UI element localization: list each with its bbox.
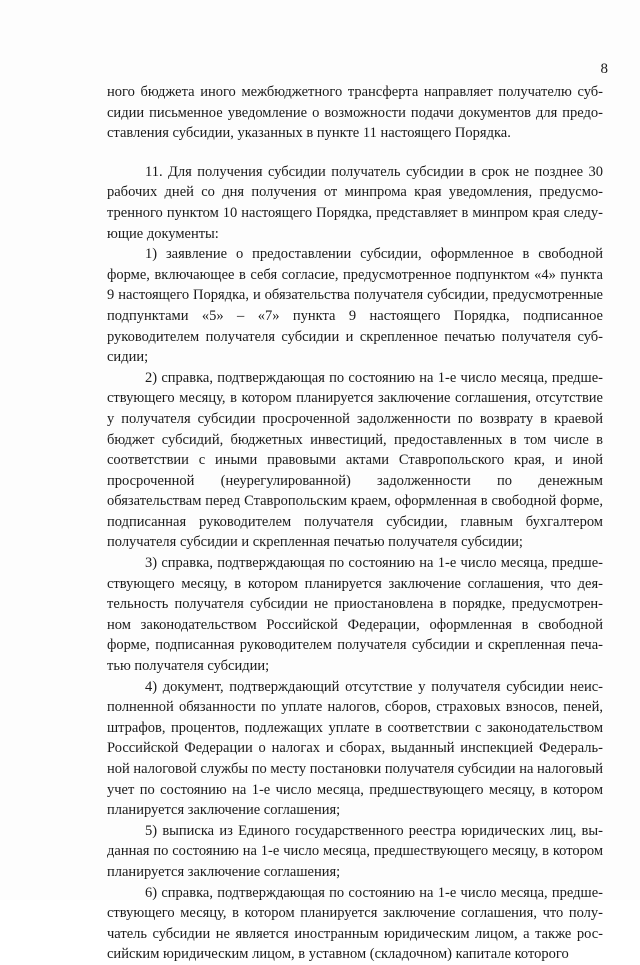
paragraph-item-11: 11. Для получения субсидии получатель субсидии в срок не позднее 30 рабочих дней со дня получения от минпрома края уведомления, предусмотренного пунктом 10 настоящего Порядка, представляет в минпром края следующие документы: — [107, 163, 603, 242]
paragraph-continuation: ного бюджета иного межбюджетного трансферта направляет получателю субсидии письменное уведомление о возможности подачи документов для предоставления субсидии, указанных в пункте 11 настоящего Порядка. — [107, 84, 603, 142]
document-body — [107, 82, 603, 965]
list-item-1: 1) заявление о предоставлении субсидии, оформленное в свободной форме, включающее в себя согласие, предусмотренное подпунктом «4» пункта 9 настоящего Порядка, и обязательства получателя субсидии, предусмотренные подпунктами «5» – «7» пункта 9 настоящего Порядка, подписанное руководителем получателя субсидии и скрепленное печатью получателя субсидии; — [107, 246, 603, 366]
list-item-6: 6) справка, подтверждающая по состоянию на 1-е число месяца, предшествующего месяцу, в котором планируется заключение соглашения, что получатель субсидии не является иностранным юридическим лицом, а также российским юридическим лицом, в уставном (складочном) капитале которого — [107, 884, 603, 963]
list-item-4: 4) документ, подтверждающий отсутствие у получателя субсидии неисполненной обязанности по уплате налогов, сборов, страховых взносов, пеней, штрафов, процентов, подлежащих уплате в соответствии с законодательством Российской Федерации о налогах и сборах, выданный инспекцией Федеральной налоговой службы по месту постановки получателя субсидии на налоговый учет по состоянию на 1-е число месяца, предшествующего месяцу, в котором планируется заключение соглашения; — [107, 678, 604, 819]
list-item-3: 3) справка, подтверждающая по состоянию на 1-е число месяца, предшествующего месяцу, в котором планируется заключение соглашения, что деятельность получателя субсидии не приостановлена в порядке, предусмотренном законодательством Российской Федерации, оформленная в свободной форме, подписанная руководителем получателя субсидии и скрепленная печатью получателя субсидии; — [107, 555, 603, 675]
list-item-2: 2) справка, подтверждающая по состоянию на 1-е число месяца, предшествующего месяцу, в котором планируется заключение соглашения, отсутствие у получателя субсидии просроченной задолженности по возврату в краевой бюджет субсидий, бюджетных инвестиций, предоставленных в том числе в соответствии с иными правовыми актами Ставропольского края, и иной просроченной (неурегулированной) задолженности по денежным обязательствам перед Ставропольским краем, оформленная в свободной форме, подписанная руководителем получателя субсидии, главным бухгалтером получателя субсидии и скрепленная печатью получателя субсидии; — [107, 369, 603, 551]
page-number: 8 — [600, 61, 608, 77]
list-item-5: 5) выписка из Единого государственного реестра юридических лиц, выданная по состоянию на 1-е число месяца, предшествующего месяцу, в котором планируется заключение соглашения; — [107, 822, 603, 880]
